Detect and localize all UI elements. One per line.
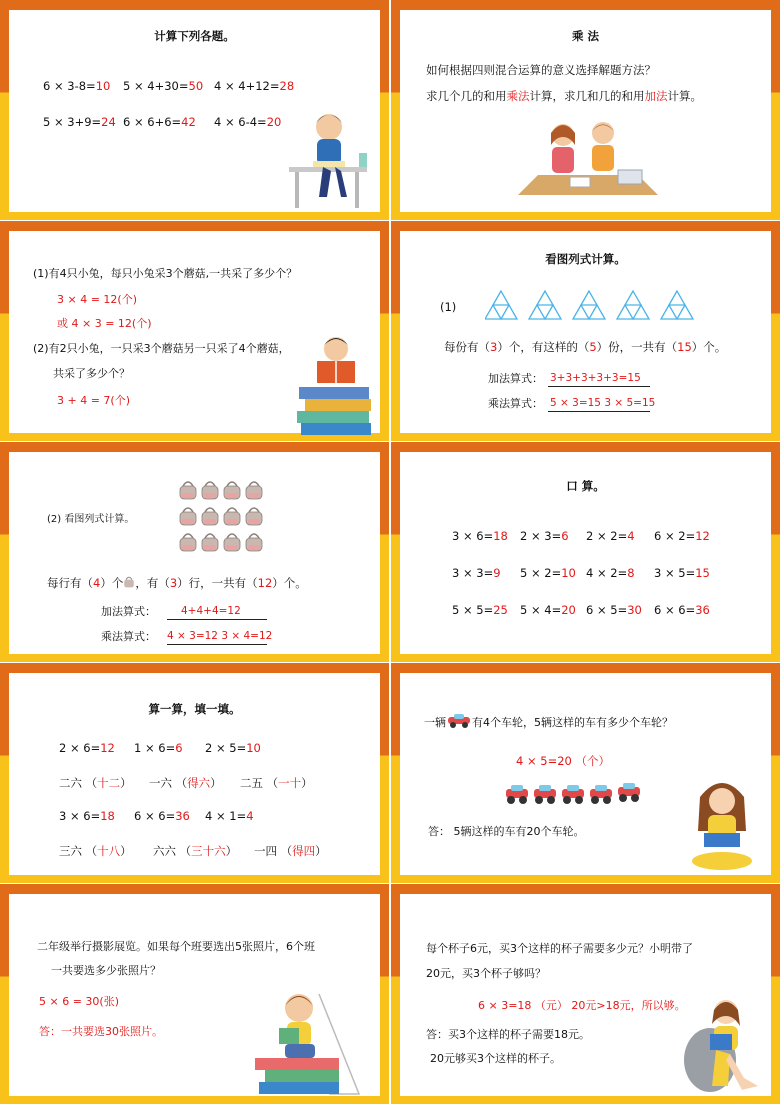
slide-card xyxy=(400,231,771,433)
equation: 6 × 6+6=42 xyxy=(123,115,196,129)
slide-card xyxy=(9,452,380,654)
slide-title: 乘 法 xyxy=(571,29,599,43)
equation: 4 × 6-4=20 xyxy=(214,115,282,129)
slide-8 xyxy=(391,663,780,883)
question-text: 如何根据四则混合运算的意义选择解题方法？ xyxy=(426,63,656,77)
mul-label: 乘法算式： xyxy=(488,397,543,410)
question-text: 一辆 有4个车轮，5辆这样的车有多少个车轮？ xyxy=(424,713,673,729)
answer-underline xyxy=(167,644,267,645)
problem-1-text: (1)有4只小兔，每只小兔采3个蘑菇,一共采了多少个？ xyxy=(33,267,298,280)
slide-card xyxy=(400,894,771,1096)
slide-card xyxy=(9,894,380,1096)
equation: 3 × 3=9 xyxy=(452,566,501,580)
answer-sentence-cont: 20元够买3个这样的杯子。 xyxy=(430,1052,561,1065)
rhyme-fill: 二五 （一十） xyxy=(240,776,313,790)
triangle-groups-illustration xyxy=(485,289,697,321)
fill-sentence: 每行有（4）个 ，有（3）行，一共有（12）个。 xyxy=(47,576,307,590)
rhyme-fill: 三六 （十八） xyxy=(59,844,132,858)
answer-underline xyxy=(548,386,650,387)
equation: 2 × 2=4 xyxy=(586,529,635,543)
rhyme-fill: 一四 （得四） xyxy=(254,844,327,858)
sub-label: (2) 看图列式计算。 xyxy=(47,514,135,525)
slide-card xyxy=(400,673,771,875)
slide-title: 计算下列各题。 xyxy=(154,29,235,43)
mul-label: 乘法算式： xyxy=(101,630,156,643)
answer-1: 3 × 4 = 12(个) xyxy=(57,293,137,306)
rhyme-fill: 六六 （三十六） xyxy=(153,844,238,858)
question-text-cont: 一共要选多少张照片？ xyxy=(51,964,161,977)
slide-3 xyxy=(0,221,389,441)
equation-answer: 6 × 3=18 （元） 20元>18元，所以够。 xyxy=(478,999,686,1012)
rhyme-fill: 一六 （得六） xyxy=(149,776,222,790)
equation: 2 × 6=12 xyxy=(59,741,115,755)
slide-card xyxy=(400,10,771,212)
answer-3: 3 + 4 = 7(个) xyxy=(57,394,130,407)
equation: 6 × 2=12 xyxy=(654,529,710,543)
slide-card xyxy=(9,673,380,875)
equation: 6 × 6=36 xyxy=(134,809,190,823)
equation: 4 × 4+12=28 xyxy=(214,79,295,93)
equation: 6 × 6=36 xyxy=(654,603,710,617)
equation-answer: 4 × 5=20 （个） xyxy=(516,754,611,768)
equation: 3 × 5=15 xyxy=(654,566,710,580)
slide-card xyxy=(9,10,380,212)
rhyme-fill: 二六 （十二） xyxy=(59,776,132,790)
equation-answer: 5 × 6 = 30(张) xyxy=(39,995,119,1008)
question-text: 每个杯子6元，买3个这样的杯子需要多少元？小明带了 xyxy=(426,942,693,955)
rule-text: 求几个几的和用乘法计算，求几和几的和用加法计算。 xyxy=(426,89,702,103)
question-text: 二年级举行摄影展览。如果每个班要选出5张照片，6个班 xyxy=(37,940,315,953)
slide-5 xyxy=(0,442,389,662)
answer-sentence: 答：买3个这样的杯子需要18元。 xyxy=(426,1028,590,1041)
equation: 5 × 4=20 xyxy=(520,603,576,617)
equation: 2 × 5=10 xyxy=(205,741,261,755)
sub-label: (1) xyxy=(440,300,457,314)
equation: 4 × 1=4 xyxy=(205,809,254,823)
add-answer: 4+4+4=12 xyxy=(181,605,241,617)
toy-car-icon xyxy=(446,713,472,729)
handbag-icon xyxy=(123,576,135,588)
boy-at-desk-illustration xyxy=(289,105,379,210)
answer-sentence: 答：一共要选30张照片。 xyxy=(39,1025,163,1038)
mul-answer: 5 × 3=15 3 × 5=15 xyxy=(550,397,656,409)
slide-title: 算一算，填一填。 xyxy=(148,702,241,716)
slide-10 xyxy=(391,884,780,1104)
slide-card xyxy=(9,231,380,433)
mul-answer: 4 × 3=12 3 × 4=12 xyxy=(167,630,273,642)
slide-7 xyxy=(0,663,389,883)
equation: 3 × 6=18 xyxy=(452,529,508,543)
man-reading-on-books-illustration xyxy=(291,331,381,441)
slide-title: 看图列式计算。 xyxy=(545,252,626,266)
problem-2-text-cont: 共采了多少个？ xyxy=(53,367,130,380)
equation: 5 × 4+30=50 xyxy=(123,79,204,93)
question-text-cont: 20元，买3个杯子够吗？ xyxy=(426,967,546,980)
answer-underline xyxy=(548,411,650,412)
add-label: 加法算式： xyxy=(488,372,543,385)
equation: 5 × 2=10 xyxy=(520,566,576,580)
handbag-grid-illustration xyxy=(179,480,269,558)
toy-cars-illustration xyxy=(504,781,644,807)
slide-4 xyxy=(391,221,780,441)
answer-underline xyxy=(167,619,267,620)
slide-2 xyxy=(391,0,780,220)
girl-reading-illustration xyxy=(688,775,756,875)
girl-reading-on-cushion-illustration xyxy=(682,994,762,1098)
slide-title: 口 算。 xyxy=(566,479,605,493)
equation: 3 × 6=18 xyxy=(59,809,115,823)
equation: 5 × 5=25 xyxy=(452,603,508,617)
fill-sentence: 每份有（3）个，有这样的（5）份，一共有（15）个。 xyxy=(444,340,727,354)
equation: 1 × 6=6 xyxy=(134,741,183,755)
problem-2-text: (2)有2只小兔，一只采3个蘑菇另一只采了4个蘑菇， xyxy=(33,342,290,355)
slide-card xyxy=(400,452,771,654)
slide-1 xyxy=(0,0,389,220)
slide-9 xyxy=(0,884,389,1104)
equation: 2 × 3=6 xyxy=(520,529,569,543)
child-reading-on-books-illustration xyxy=(249,984,369,1099)
equation: 4 × 2=8 xyxy=(586,566,635,580)
equation: 5 × 3+9=24 xyxy=(43,115,116,129)
add-label: 加法算式： xyxy=(101,605,156,618)
children-studying-illustration xyxy=(518,115,658,197)
answer-2: 或 4 × 3 = 12(个) xyxy=(57,317,152,330)
equation: 6 × 3-8=10 xyxy=(43,79,111,93)
slide-6 xyxy=(391,442,780,662)
add-answer: 3+3+3+3+3=15 xyxy=(550,372,641,384)
answer-sentence: 答： 5辆这样的车有20个车轮。 xyxy=(428,825,585,838)
equation: 6 × 5=30 xyxy=(586,603,642,617)
